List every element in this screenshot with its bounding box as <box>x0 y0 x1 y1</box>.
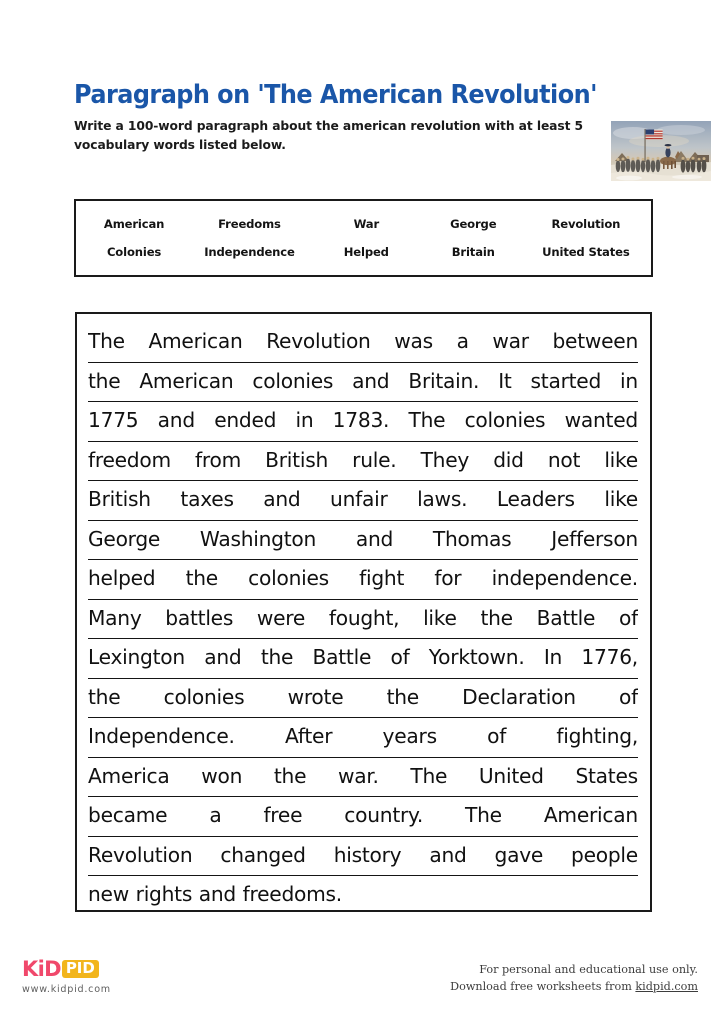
answer-line: America won the war. The United States <box>88 758 638 798</box>
vocabulary-word: American <box>103 217 165 231</box>
answer-line: Revolution changed history and gave people <box>88 837 638 877</box>
kidpid-link[interactable]: kidpid.com <box>635 979 698 993</box>
header <box>74 82 654 155</box>
answer-line: became a free country. The American <box>88 797 638 837</box>
logo-website-url[interactable]: www.kidpid.com <box>22 984 111 995</box>
logo-badge-pid: PID <box>62 960 99 979</box>
logo-text-kid: KiD <box>22 956 61 981</box>
footer-note <box>450 962 698 995</box>
answer-line: Lexington and the Battle of Yorktown. In 1776, <box>88 639 638 679</box>
vocabulary-word: Britain <box>451 245 495 259</box>
brand-logo[interactable] <box>22 958 111 995</box>
vocabulary-box <box>74 199 653 277</box>
footer-note-prefix: Download free worksheets from <box>450 979 636 993</box>
painting-artwork <box>611 121 711 181</box>
answer-line: The American Revolution was a war between <box>88 323 638 363</box>
page-title: Paragraph on 'The American Revolution' <box>74 80 597 110</box>
answer-line: 1775 and ended in 1783. The colonies wanted <box>88 402 638 442</box>
vocabulary-word: United States <box>542 245 630 259</box>
answer-line: new rights and freedoms. <box>88 876 638 912</box>
vocabulary-word: Independence <box>204 245 295 259</box>
vocabulary-word: Colonies <box>106 245 162 259</box>
instructions-text: Write a 100-word paragraph about the american revolution with at least 5 vocabulary words listed below. <box>74 118 584 152</box>
washington-at-valley-forge-image <box>611 121 711 181</box>
footer-note-line1: For personal and educational use only. <box>479 963 698 976</box>
answer-line: helped the colonies fight for independence. <box>88 560 638 600</box>
vocabulary-word: War <box>353 217 380 231</box>
vocabulary-word: Helped <box>343 245 389 259</box>
vocabulary-word: Freedoms <box>218 217 281 231</box>
answer-paragraph-text[interactable] <box>88 323 638 912</box>
vocabulary-row <box>76 217 651 231</box>
answer-box[interactable] <box>75 312 652 912</box>
answer-line: Many battles were fought, like the Battle of <box>88 600 638 640</box>
answer-line: Independence. After years of fighting, <box>88 718 638 758</box>
footer-note-line2 <box>450 979 698 996</box>
vocabulary-word: Revolution <box>551 217 621 231</box>
vocabulary-row <box>76 245 651 259</box>
answer-line: freedom from British rule. They did not like <box>88 442 638 482</box>
vocabulary-word: George <box>450 217 497 231</box>
answer-line: George Washington and Thomas Jefferson <box>88 521 638 561</box>
answer-line: British taxes and unfair laws. Leaders like <box>88 481 638 521</box>
answer-line: the colonies wrote the Declaration of <box>88 679 638 719</box>
logo-wordmark <box>22 958 99 980</box>
answer-line: the American colonies and Britain. It started in <box>88 363 638 403</box>
